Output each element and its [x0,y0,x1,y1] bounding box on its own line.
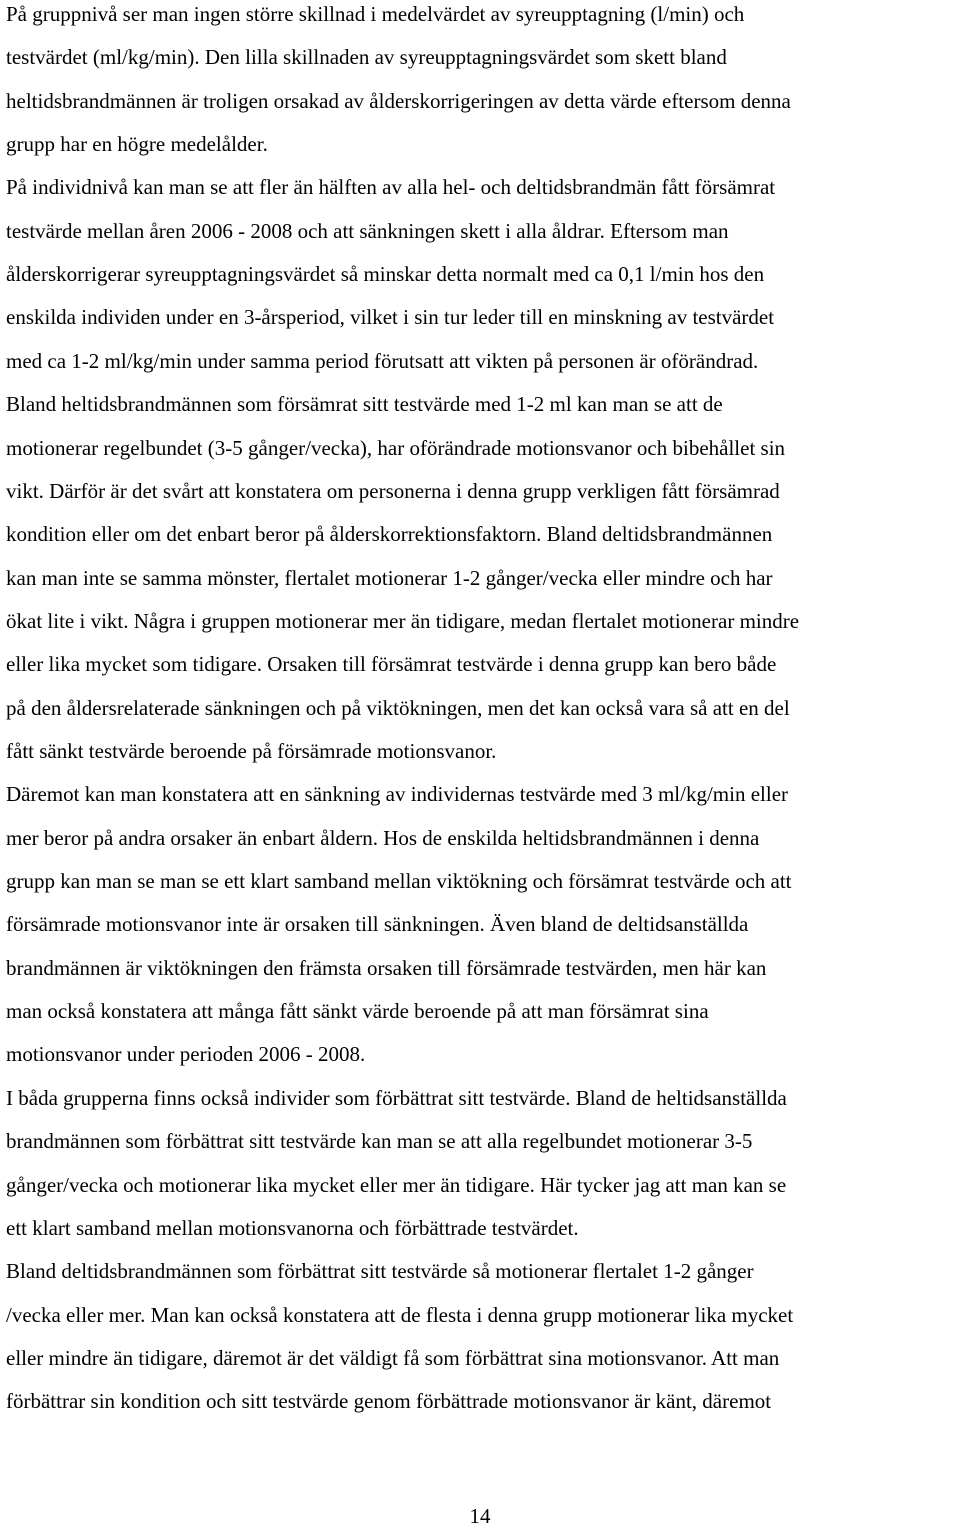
text-line: Bland deltidsbrandmännen som förbättrat sitt testvärde så motionerar flertalet 1-2 gånger [6,1259,754,1284]
text-line: försämrade motionsvanor inte är orsaken till sänkningen. Även bland de deltidsanställda [6,912,749,937]
text-line: kan man inte se samma mönster, flertalet motionerar 1-2 gånger/vecka eller mindre och har [6,565,773,590]
text-line: kondition eller om det enbart beror på ålderskorrektionsfaktorn. Bland deltidsbrandmännen [6,522,773,547]
text-line: brandmännen är viktökningen den främsta orsaken till försämrade testvärden, men här kan [6,955,767,980]
text-line: med ca 1-2 ml/kg/min under samma period förutsatt att vikten på personen är oförändrad. [6,348,759,373]
text-line: förbättrar sin kondition och sitt testvärde genom förbättrade motionsvanor är känt, däremot [6,1389,772,1414]
text-line: man också konstatera att många fått sänkt värde beroende på att man försämrat sina [6,999,709,1024]
text-line: På individnivå kan man se att fler än hälften av alla hel- och deltidsbrandmän fått försämrat [6,175,776,200]
text-line: gånger/vecka och motionerar lika mycket eller mer än tidigare. Här tycker jag att man kan se [6,1172,787,1197]
text-line: motionsvanor under perioden 2006 - 2008. [6,1042,366,1067]
text-line: grupp kan man se man se ett klart samband mellan viktökning och försämrat testvärde och att [6,869,792,893]
text-line: på den åldersrelaterade sänkningen och på viktökningen, men det kan också vara så att en del [6,695,790,720]
text-line: testvärde mellan åren 2006 - 2008 och att sänkningen skett i alla åldrar. Eftersom man [6,218,729,243]
text-line: eller mindre än tidigare, däremot är det väldigt få som förbättrat sina motionsvanor. Att man [6,1345,780,1370]
text-line: motionerar regelbundet (3-5 gånger/vecka), har oförändrade motionsvanor och bibehållet sin [6,435,786,460]
page-number: 14 [469,1504,491,1528]
text-line: Däremot kan man konstatera att en sänkning av individernas testvärde med 3 ml/kg/min eller [6,782,789,807]
text-line: ett klart samband mellan motionsvanorna och förbättrade testvärdet. [6,1215,579,1240]
text-line: På gruppnivå ser man ingen större skillnad i medelvärdet av syreupptagning (l/min) och [6,2,745,26]
text-line: eller lika mycket som tidigare. Orsaken till försämrat testvärde i denna grupp kan bero både [6,652,777,677]
text-line: Bland heltidsbrandmännen som försämrat sitt testvärde med 1-2 ml kan man se att de [6,392,723,417]
text-line: /vecka eller mer. Man kan också konstatera att de flesta i denna grupp motionerar lika mycket [6,1302,794,1327]
text-line: vikt. Därför är det svårt att konstatera om personerna i denna grupp verkligen fått försämrad [6,478,780,503]
text-line: brandmännen som förbättrat sitt testvärde kan man se att alla regelbundet motionerar 3-5 [6,1129,753,1154]
text-line: grupp har en högre medelålder. [6,132,268,157]
text-line: mer beror på andra orsaker än enbart åldern. Hos de enskilda heltidsbrandmännen i denna [6,825,760,850]
text-line: testvärdet (ml/kg/min). Den lilla skillnaden av syreupptagningsvärdet som skett bland [6,45,727,70]
text-line: I båda grupperna finns också individer som förbättrat sitt testvärde. Bland de heltidsanställda [6,1085,787,1110]
text-line: ökat lite i vikt. Några i gruppen motionerar mer än tidigare, medan flertalet motionerar mindre [6,608,800,633]
text-line: enskilda individen under en 3-årsperiod, vilket i sin tur leder till en minskning av testvärdet [6,305,775,330]
text-line: ålderskorrigerar syreupptagningsvärdet så minskar detta normalt med ca 0,1 l/min hos den [6,262,765,287]
text-line: fått sänkt testvärde beroende på försämrade motionsvanor. [6,739,497,763]
text-line: heltidsbrandmännen är troligen orsakad av ålderskorrigeringen av detta värde eftersom denna [6,88,791,113]
